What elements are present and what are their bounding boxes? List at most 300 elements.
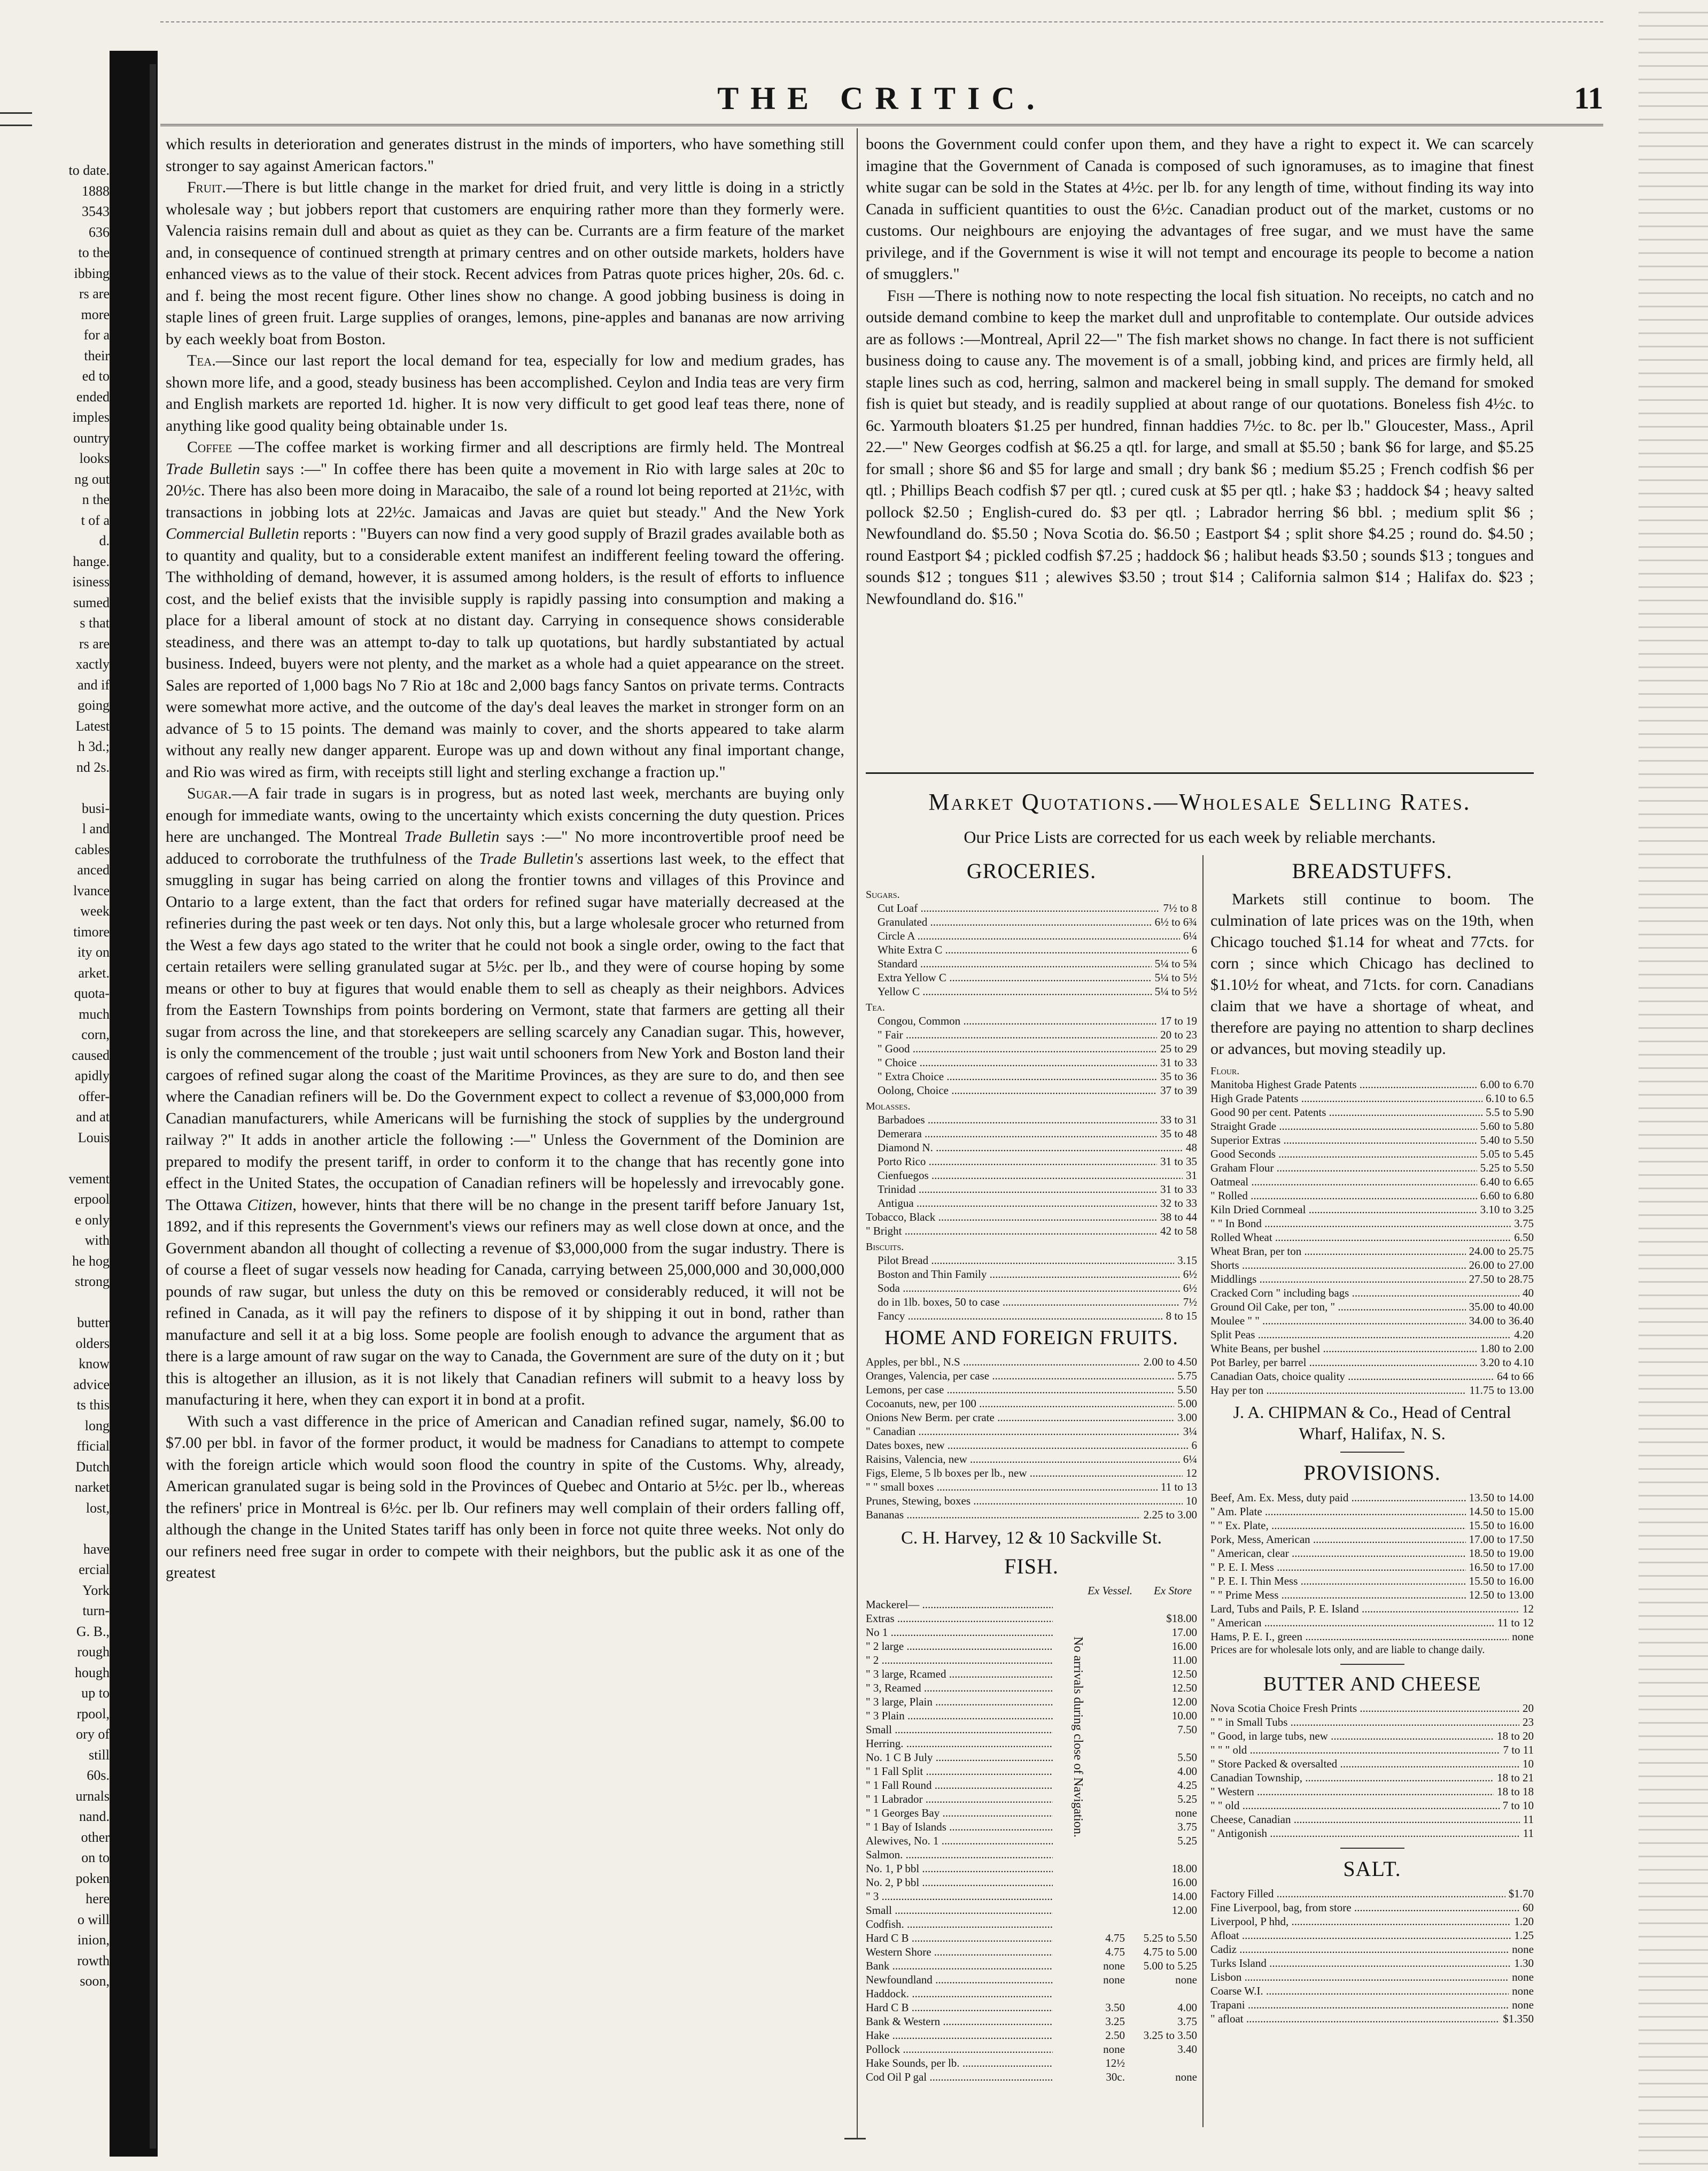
item-name: Trinidad .....	[878, 1182, 1157, 1196]
spill-line: turn-	[82, 1603, 110, 1618]
spill-line: Louis	[77, 1129, 110, 1145]
sugar-trade-bulletin: Trade Bulletin	[404, 828, 500, 846]
price-row	[866, 1903, 1197, 1917]
ex-vessel-price	[1053, 1889, 1125, 1903]
item-name: " Antigonish .....	[1210, 1826, 1520, 1840]
item-name: White Extra C .....	[878, 943, 1189, 957]
ex-store-price: 3.25 to 3.50	[1143, 2029, 1197, 2042]
price-row	[866, 1466, 1197, 1480]
price-row	[1210, 1630, 1534, 1643]
ex-vessel-price: none	[1103, 2043, 1125, 2056]
harvey-advert: C. H. Harvey, 12 & 10 Sackville St.	[901, 1528, 1162, 1548]
item-name: " Western .....	[1210, 1785, 1494, 1798]
spill-line: butter	[77, 1315, 110, 1330]
ex-store-price: 12.00	[1171, 1904, 1197, 1917]
item-price: 5¼ to 5½	[1154, 971, 1197, 984]
ex-vessel-price: 3.50	[1105, 2001, 1125, 2014]
item-name: Lemons, per case .....	[866, 1383, 1174, 1397]
ex-store-price: 11.00	[1172, 1654, 1197, 1666]
tea-label: Tea.	[866, 1002, 885, 1013]
spill-line: l and	[82, 821, 110, 836]
spill-line: imples	[72, 409, 110, 425]
ex-store-price: 4.00	[1177, 1765, 1197, 1778]
fruits-table	[866, 1355, 1197, 1522]
price-row	[1210, 1560, 1534, 1574]
sugar-paragraph-2: With such a vast difference in the price of American and Canadian refined sugar, namely, $6.00 to $7.00 per bbl. in favor of the former product, it would be madness for Canadians to attempt to compete with the foreign article which would soon flood the country in spite of the Customs. Why, already, American granulated sugar is being sold in the Provinces of Quebec and Ontario at 5½c. per lb., whereas the refiners' price in Montreal is 6½c. per lb. Our refiners may well complain of their orders falling off, although the change in the United States tariff has only been in force not quite three weeks. Not only do our refiners need free sugar in order to compete with their neighbors, but the public ask it as one of the greatest	[166, 1412, 844, 1581]
spill-line: apidly	[75, 1068, 110, 1083]
ex-store-price	[1125, 1598, 1197, 1611]
item-price: 5.25 to 5.50	[1480, 1161, 1534, 1174]
spill-line: fficial	[76, 1438, 110, 1454]
item-price: 23	[1523, 1716, 1534, 1728]
ex-vessel-price	[1053, 1875, 1125, 1889]
price-row	[1210, 1230, 1534, 1244]
groceries-title: GROCERIES.	[966, 859, 1097, 883]
item-price: 38 to 44	[1160, 1211, 1197, 1223]
item-name: Good Seconds .....	[1210, 1147, 1477, 1161]
fish-text: —There is nothing now to note respecting the local fish situation. No receipts, no catch and no outside demand combine to keep the market dull and unprofitable to contemplate. Our outside advices are as follows :—Montreal, April 22—" The fish market shows no change. In fact there is not sufficient business doing to cause any. The movement is of a small, jobbing kind, and prices are firmly held, all staple lines such as cod, herring, salmon and mackerel being in small supply. The demand for smoked fish is quiet but steady, and is readily supplied at about range of our quotations. Boneless fish 4½c. to 6c. Yarmouth bloaters $1.25 per hundred, finnan haddies 7½c. to 8c. per lb." Gloucester, Mass., April 22.—" New Georges codfish at $6.25 a qtl. for large, and small at $5.50 ; bank $6 for large, and $5.25 for small ; shore $6 and $5 for large and small ; dry bank $6 ; medium $5.25 ; French codfish $6 per qtl. ; Phillips Beach codfish $7 per qtl. ; cured cusk at $5 per qtl. ; hake $3 ; haddock $4 ; heavy salted pollock $2.50 ; English-cured do. $3 per qtl. ; Labrador herring $6 bbl. ; medium split $6 ; Newfoundland do. $5.50 ; Nova Scotia do. $6.50 ; Eastport $4 ; split shore $4.25 ; round do. $4.50 ; round Eastport $4 ; pickled codfish $7.25 ; haddock $6 ; halibut heads $3.50 ; sounds $13 ; tongues and sounds $12 ; tongues $11 ; alewives $3.50 ; trout $14 ; California salmon $14 ; Halifax do. $23 ; Newfoundland do. $16."	[866, 286, 1534, 608]
item-name: " Good .....	[878, 1042, 1157, 1056]
spill-line: up to	[81, 1685, 110, 1701]
price-row	[866, 1778, 1197, 1792]
item-name: High Grade Patents .....	[1210, 1091, 1482, 1105]
item-name: Cut Loaf .....	[878, 901, 1160, 915]
spill-line: soon,	[80, 1973, 110, 1989]
spill-line: s that	[80, 615, 110, 631]
item-price: 15.50 to 16.00	[1469, 1575, 1534, 1587]
ex-store-price: $18.00	[1166, 1612, 1197, 1625]
market-title: Market Quotations.—Wholesale Selling Rates.	[928, 789, 1471, 815]
fruit-heading: Fruit.	[187, 179, 227, 196]
sugars-label: Sugars.	[866, 889, 900, 901]
item-price: 26.00 to 27.00	[1469, 1259, 1534, 1271]
item-price: 11 to 12	[1497, 1616, 1534, 1629]
tobacco-table	[866, 1210, 1197, 1238]
item-name: Lisbon .....	[1210, 1970, 1509, 1984]
item-name: No. 2, P bbl .....	[866, 1875, 1053, 1889]
salt-title: SALT.	[1343, 1857, 1401, 1881]
price-row	[866, 2028, 1197, 2042]
binding-edge-inner	[150, 64, 156, 2149]
item-name: " 1 Bay of Islands .....	[866, 1820, 1053, 1834]
coffee-text-a: —The coffee market is working firmer and all descriptions are firmly held. The Montreal	[232, 438, 844, 456]
ex-vessel-price: none	[1103, 1973, 1125, 1986]
fruit-text: —There is but little change in the market for dried fruit, and very little is doing in a strictly wholesale way ; but jobbers report that customers are enquiring rather more than they formerly were. Valencia raisins remain dull and about as quiet as they can be. Currants are a firm feature of the market and, in consequence of continued strength at primary centres and on other outside markets, holders have enhanced views as to the value of their stock. Recent advices from Patras quote prices higher, 20s. 6d. c. and f. being the most recent figure. Other lines show no change. A good jobbing business is doing in staple lines of green fruit. Large supplies of oranges, lemons, pine-apples and bananas are now arriving by each weekly boat from Boston.	[166, 179, 844, 348]
item-name: " 3, Reamed .....	[866, 1681, 1053, 1695]
item-name: " P. E. I. Mess .....	[1210, 1560, 1466, 1574]
item-price: 13.50 to 14.00	[1469, 1491, 1534, 1504]
market-subtitle: Our Price Lists are corrected for us each week by reliable merchants.	[964, 827, 1436, 847]
item-price: 6	[1191, 1439, 1197, 1452]
item-name: " " Ex. Plate, .....	[1210, 1518, 1466, 1532]
spill-line: narket	[75, 1479, 110, 1495]
ex-store-price: 3.40	[1177, 2043, 1197, 2056]
ex-store-price: none	[1175, 1806, 1197, 1819]
price-row	[878, 929, 1197, 943]
price-row	[1210, 1518, 1534, 1532]
ex-store-price: 5.50	[1177, 1751, 1197, 1764]
sugar-heading: Sugar.	[187, 785, 232, 802]
price-row	[878, 1042, 1197, 1056]
breadstuffs-table	[1210, 1077, 1534, 1397]
item-name: Nova Scotia Choice Fresh Prints .....	[1210, 1701, 1519, 1715]
item-name: " 3 .....	[866, 1889, 1053, 1903]
paper-title: THE CRITIC.	[717, 81, 1046, 116]
item-name: Canadian Oats, choice quality .....	[1210, 1369, 1494, 1383]
item-price: 31 to 35	[1160, 1155, 1197, 1168]
item-name: Cienfuegos .....	[878, 1168, 1183, 1182]
price-row	[1210, 1272, 1534, 1286]
ex-store-price	[1125, 1987, 1197, 2001]
item-name: Hams, P. E. I., green .....	[1210, 1630, 1509, 1643]
spill-line: ity on	[77, 944, 110, 960]
item-price: 18 to 21	[1497, 1771, 1534, 1784]
spill-line: rowth	[77, 1952, 110, 1968]
item-name: Raisins, Valencia, new .....	[866, 1452, 1180, 1466]
item-name: Bank .....	[866, 1959, 1053, 1973]
item-price: 6	[1191, 943, 1197, 956]
tea-paragraph	[166, 350, 844, 437]
sugar-text-b: says :—" No more incontrovertible proof need be adduced to corroborate the truthfulness of the	[166, 828, 844, 867]
price-row	[866, 1598, 1197, 1611]
price-row	[866, 1764, 1197, 1778]
item-name: Newfoundland .....	[866, 1973, 1053, 1987]
item-name: Ground Oil Cake, per ton, " .....	[1210, 1300, 1466, 1314]
price-row	[878, 1295, 1197, 1309]
spill-line: know	[79, 1356, 110, 1371]
spill-line: still	[88, 1747, 110, 1763]
spill-line: and if	[77, 677, 110, 693]
item-name: Lard, Tubs and Pails, P. E. Island .....	[1210, 1602, 1519, 1616]
price-row	[1210, 1505, 1534, 1518]
ex-store-price: 17.00	[1171, 1626, 1197, 1639]
spill-line: caused	[72, 1047, 110, 1063]
item-name: Bananas .....	[866, 1508, 1140, 1522]
spill-line: vement	[68, 1170, 110, 1187]
sugar-text-d: , however, hints that there will be no change in the present tariff before January 1st, 1892, and if this represents the Government's views our refiners may as well close down at once, and the Government abandon all thought of collecting a revenue of $3,000,000 from the sugar industry. There is of course a fleet of sugar vessels now heading for Canada, carrying between 25,000,000 and 30,000,000 pounds of raw sugar, but unless the duty on this be removed or considerably reduced, it will not be refined in Canada, as it will pay the refiners to dispose of it by shipping it out in bond, rather than manufacture and sell it at a big loss. Some people are foolish enough to advance the argument that as there is a large amount of raw sugar on the way to Canada, the Government are sure of the duty on it ; but this is altogether an illusion, as it is not likely that Canadian refiners will submit to a heavy loss by manufacturing it here, when they can export it in bond at a profit.	[166, 1196, 845, 1408]
price-row	[1210, 1798, 1534, 1812]
item-price: 17 to 19	[1160, 1014, 1197, 1027]
spill-line: ory of	[76, 1726, 110, 1742]
spill-line: looks	[79, 451, 110, 466]
item-name: Superior Extras .....	[1210, 1133, 1477, 1147]
price-row	[866, 1917, 1197, 1931]
item-price: none	[1512, 1630, 1534, 1643]
item-name: Oolong, Choice .....	[878, 1083, 1157, 1097]
rule	[1340, 1452, 1404, 1453]
price-row	[878, 1069, 1197, 1083]
item-price: 3.00	[1177, 1411, 1197, 1424]
spill-line: rpool,	[76, 1705, 110, 1722]
spill-line: for a	[83, 327, 110, 343]
item-name: Cheese, Canadian .....	[1210, 1812, 1520, 1826]
tea-heading: Tea.	[187, 352, 216, 369]
item-price: 1.25	[1514, 1929, 1534, 1942]
ex-store-price: 14.00	[1171, 1890, 1197, 1903]
spill-line: more	[81, 306, 110, 322]
price-row	[1210, 1300, 1534, 1314]
spill-line: he hog	[72, 1253, 110, 1269]
item-name: Trapani .....	[1210, 1998, 1509, 2012]
ex-store-price: 4.25	[1177, 1779, 1197, 1792]
fruits-title: HOME AND FOREIGN FRUITS.	[884, 1327, 1178, 1349]
ex-store-price: 5.25	[1177, 1793, 1197, 1805]
spill-line: ts this	[76, 1397, 110, 1413]
price-row	[866, 1820, 1197, 1834]
price-row	[878, 971, 1197, 984]
item-price: 8 to 15	[1166, 1309, 1197, 1322]
item-name: Good 90 per cent. Patents .....	[1210, 1105, 1482, 1119]
price-row	[866, 1452, 1197, 1466]
spill-line: ibbing	[74, 265, 110, 281]
item-price: 18.50 to 19.00	[1469, 1547, 1534, 1560]
ex-store-price: 18.00	[1171, 1862, 1197, 1875]
spill-line: ended	[76, 389, 110, 405]
item-name: Extra Yellow C .....	[878, 971, 1152, 984]
fish-heading: Fish	[887, 286, 914, 305]
spill-line: 60s.	[87, 1767, 110, 1783]
price-row	[878, 943, 1197, 957]
item-price: 6.10 to 6.5	[1486, 1092, 1534, 1105]
item-name: Cracked Corn " including bags .....	[1210, 1286, 1519, 1300]
price-row	[1210, 1757, 1534, 1771]
price-row	[866, 1369, 1197, 1383]
ex-store-header: Ex Store	[1154, 1584, 1192, 1597]
price-row	[878, 1182, 1197, 1196]
price-row	[1210, 1286, 1534, 1300]
item-price: 4.20	[1514, 1328, 1534, 1341]
item-price: 6.40 to 6.65	[1480, 1175, 1534, 1188]
provisions-table	[1210, 1491, 1534, 1643]
item-name: Congou, Common .....	[878, 1014, 1157, 1028]
price-row	[878, 1014, 1197, 1028]
item-price: none	[1512, 1984, 1534, 1997]
ex-vessel-price: 12½	[1105, 2057, 1125, 2069]
item-name: " 1 Labrador .....	[866, 1792, 1053, 1806]
item-name: " " Prime Mess .....	[1210, 1588, 1466, 1602]
item-name: Soda .....	[878, 1281, 1180, 1295]
item-name: White Beans, per bushel .....	[1210, 1342, 1477, 1355]
item-name: Extras .....	[866, 1611, 1053, 1625]
price-row	[878, 1309, 1197, 1323]
price-row	[878, 1141, 1197, 1154]
item-name: " Rolled .....	[1210, 1189, 1477, 1203]
price-row	[878, 957, 1197, 971]
coffee-trade-bulletin: Trade Bulletin	[166, 460, 260, 478]
butter-title: BUTTER AND CHEESE	[1263, 1673, 1481, 1695]
spill-line: ng out	[74, 471, 110, 487]
item-name: Straight Grade .....	[1210, 1119, 1477, 1133]
left-column	[166, 134, 844, 1584]
spill-line: timore	[73, 924, 110, 940]
butter-table	[1210, 1701, 1534, 1840]
spill-line: isiness	[72, 574, 110, 590]
price-row	[866, 1750, 1197, 1764]
ex-store-price: 7.50	[1177, 1723, 1197, 1736]
item-price: 3.75	[1514, 1217, 1534, 1230]
ex-store-price: 10.00	[1171, 1709, 1197, 1722]
item-price: 5.00	[1177, 1397, 1197, 1410]
masthead	[160, 80, 1603, 116]
price-row	[1210, 2012, 1534, 2026]
price-row	[1210, 1369, 1534, 1383]
ex-vessel-price	[1053, 1848, 1125, 1862]
spill-line: 1888	[82, 183, 110, 199]
ex-store-price: none	[1175, 2071, 1197, 2083]
ex-vessel-price: 3.25	[1105, 2015, 1125, 2028]
ex-store-price: 12.50	[1171, 1681, 1197, 1694]
item-name: Cocoanuts, new, per 100 .....	[866, 1397, 1174, 1410]
paragraph-continued: which results in deterioration and generates distrust in the minds of importers, who have something still stronger to say against American factors."	[166, 135, 844, 175]
item-price: 6.60 to 6.80	[1480, 1189, 1534, 1202]
ex-store-price: 5.00 to 5.25	[1143, 1959, 1197, 1972]
spill-line: lvance	[73, 882, 110, 898]
price-row	[1210, 1887, 1534, 1901]
column-divider	[857, 128, 858, 2138]
item-name: Circle A .....	[878, 929, 1180, 943]
spill-line: 3543	[82, 204, 110, 219]
price-row	[1210, 1133, 1534, 1147]
item-name: Hay per ton .....	[1210, 1383, 1466, 1397]
item-name: " P. E. I. Thin Mess .....	[1210, 1574, 1466, 1588]
price-row	[1210, 1383, 1534, 1397]
price-row	[878, 1168, 1197, 1182]
ex-vessel-price	[1053, 1611, 1125, 1625]
spill-rule	[0, 112, 32, 126]
ex-store-price: 16.00	[1171, 1876, 1197, 1889]
spill-line: offer-	[78, 1088, 110, 1104]
price-row	[1210, 1077, 1534, 1091]
price-row	[866, 1508, 1197, 1522]
price-row	[866, 2056, 1197, 2070]
item-name: Pollock .....	[866, 2042, 1053, 2056]
item-name: Diamond N. .....	[878, 1141, 1183, 1154]
item-name: Cadiz .....	[1210, 1942, 1509, 1956]
spill-line	[0, 778, 110, 798]
price-row	[866, 1848, 1197, 1862]
item-price: 15.50 to 16.00	[1469, 1519, 1534, 1532]
price-row	[1210, 1812, 1534, 1826]
item-price: 40	[1523, 1286, 1534, 1299]
ex-store-price	[1125, 1917, 1197, 1931]
item-name: " 3 large, Rcamed .....	[866, 1667, 1053, 1681]
item-name: Salmon. .....	[866, 1848, 1053, 1862]
item-name: " American, clear .....	[1210, 1546, 1466, 1560]
item-price: 2.00 to 4.50	[1143, 1355, 1197, 1368]
top-rule	[160, 21, 1603, 22]
item-name: Antigua .....	[878, 1196, 1157, 1210]
spill-line: rs are	[79, 286, 110, 301]
item-price: none	[1512, 1943, 1534, 1956]
price-row	[1210, 1491, 1534, 1505]
price-row	[1210, 1984, 1534, 1998]
item-price: 5.75	[1177, 1369, 1197, 1382]
item-name: " 3 Plain .....	[866, 1709, 1053, 1723]
ex-store-price: 3.75	[1177, 1820, 1197, 1833]
spill-line: advice	[73, 1376, 110, 1392]
item-price: 6½	[1183, 1282, 1197, 1294]
molasses-label: Molasses.	[866, 1100, 911, 1112]
item-price: 1.30	[1514, 1957, 1534, 1970]
spill-line: nand.	[79, 1809, 110, 1824]
item-name: Codfish. .....	[866, 1917, 1053, 1931]
bottom-rule	[844, 2138, 866, 2139]
item-price: 11	[1523, 1813, 1534, 1826]
item-price: 17.00 to 17.50	[1469, 1533, 1534, 1546]
price-row	[866, 1355, 1197, 1369]
ex-store-price: 16.00	[1171, 1640, 1197, 1653]
price-row	[878, 901, 1197, 915]
price-row	[878, 1196, 1197, 1210]
item-price: 31	[1186, 1169, 1197, 1182]
ex-store-price: 4.00	[1177, 2001, 1197, 2014]
item-name: Graham Flour .....	[1210, 1161, 1477, 1175]
price-row	[1210, 1314, 1534, 1328]
price-row	[1210, 1942, 1534, 1956]
item-name: " 1 Fall Round .....	[866, 1778, 1053, 1792]
item-name: Apples, per bbl., N.S .....	[866, 1355, 1140, 1369]
breadstuffs-text: Markets still continue to boom. The culmination of late prices was on the 19th, when Chicago touched $1.14 for wheat and 77cts. for corn ; since which Chicago has declined to $1.10½ for wheat, and 71cts. for corn. Canadians claim that we have a shortage of wheat, and therefore are paying no attention to sharp declines or advances, but moving steadily up.	[1210, 890, 1534, 1058]
ex-store-price: 5.25	[1177, 1834, 1197, 1847]
ex-store-price: 12.00	[1171, 1695, 1197, 1708]
price-row	[878, 1154, 1197, 1168]
price-column-right	[1210, 855, 1534, 2026]
spill-line: long	[84, 1417, 110, 1433]
price-row	[866, 1834, 1197, 1848]
item-price: 12.50 to 13.00	[1469, 1588, 1534, 1601]
spill-line: nd 2s.	[76, 759, 110, 775]
price-row	[1210, 1258, 1534, 1272]
item-price: 6½	[1183, 1268, 1197, 1281]
spill-line: have	[83, 1541, 110, 1557]
ex-store-price: 4.75 to 5.00	[1143, 1945, 1197, 1958]
spill-line: o will	[77, 1911, 110, 1927]
item-price: 35.00 to 40.00	[1469, 1300, 1534, 1313]
spill-line: York	[82, 1582, 110, 1598]
spill-line: Dutch	[75, 1459, 110, 1475]
item-price: 10	[1186, 1494, 1197, 1507]
ex-store-price: none	[1175, 1973, 1197, 1986]
price-row	[1210, 1147, 1534, 1161]
item-name: " 1 Georges Bay .....	[866, 1806, 1053, 1820]
price-row	[866, 1397, 1197, 1410]
item-price: none	[1512, 1998, 1534, 2011]
coffee-text-c: reports : "Buyers can now find a very good supply of Brazil grades available both as to quantity and quality, but to a considerable extent manifest an indifferent feeling toward the offering. The withholding of demand, however, it is assumed among holders, is the result of efforts to influence cost, and the belief exists that the invisible supply is rapidly passing into consumption and making a place for a liberal amount of stock at no distant day. Carrying in consequence shows considerable steadiness, and there was an attempt to-day to talk up quotations, but hardly substantiated by actual business. Indeed, buyers were not plenty, and the market as a whole had a quiet appearance on the street. Sales are reported of 1,000 bags No 7 Rio at 18c and 2,000 bags fancy Santos on private terms. Contracts were somewhat more active, and the outcome of the day's deal leaves the market in stronger form on an advance of 5 to 15 points. The demand was mainly to cover, and the shorts appeared to take alarm without any really new danger apparent. Europe was up and down without any final important change, and Rio was wired as firm, with receipts still light and sterling exchange a fraction up."	[166, 525, 844, 781]
price-row	[866, 1695, 1197, 1709]
price-row	[1210, 1785, 1534, 1798]
item-name: " Fair .....	[878, 1028, 1157, 1042]
item-price: 1.20	[1514, 1915, 1534, 1928]
item-name: Bank & Western .....	[866, 2014, 1053, 2028]
item-name: Hake .....	[866, 2028, 1053, 2042]
price-row	[1210, 1914, 1534, 1928]
ex-store-price: 12.50	[1171, 1668, 1197, 1680]
item-name: Oranges, Valencia, per case .....	[866, 1369, 1174, 1383]
item-name: " Store Packed & oversalted .....	[1210, 1757, 1519, 1771]
item-name: " American .....	[1210, 1616, 1494, 1630]
price-row	[866, 1611, 1197, 1625]
item-name: " Good, in large tubs, new .....	[1210, 1729, 1494, 1743]
price-row	[866, 2014, 1197, 2028]
item-price: 48	[1186, 1141, 1197, 1154]
spill-line: cables	[75, 841, 110, 857]
item-price: 20	[1523, 1702, 1534, 1715]
price-row	[866, 2042, 1197, 2056]
price-row	[1210, 1588, 1534, 1602]
spill-line: week	[80, 903, 110, 919]
price-row	[1210, 1616, 1534, 1630]
item-name: Standard .....	[878, 957, 1152, 971]
